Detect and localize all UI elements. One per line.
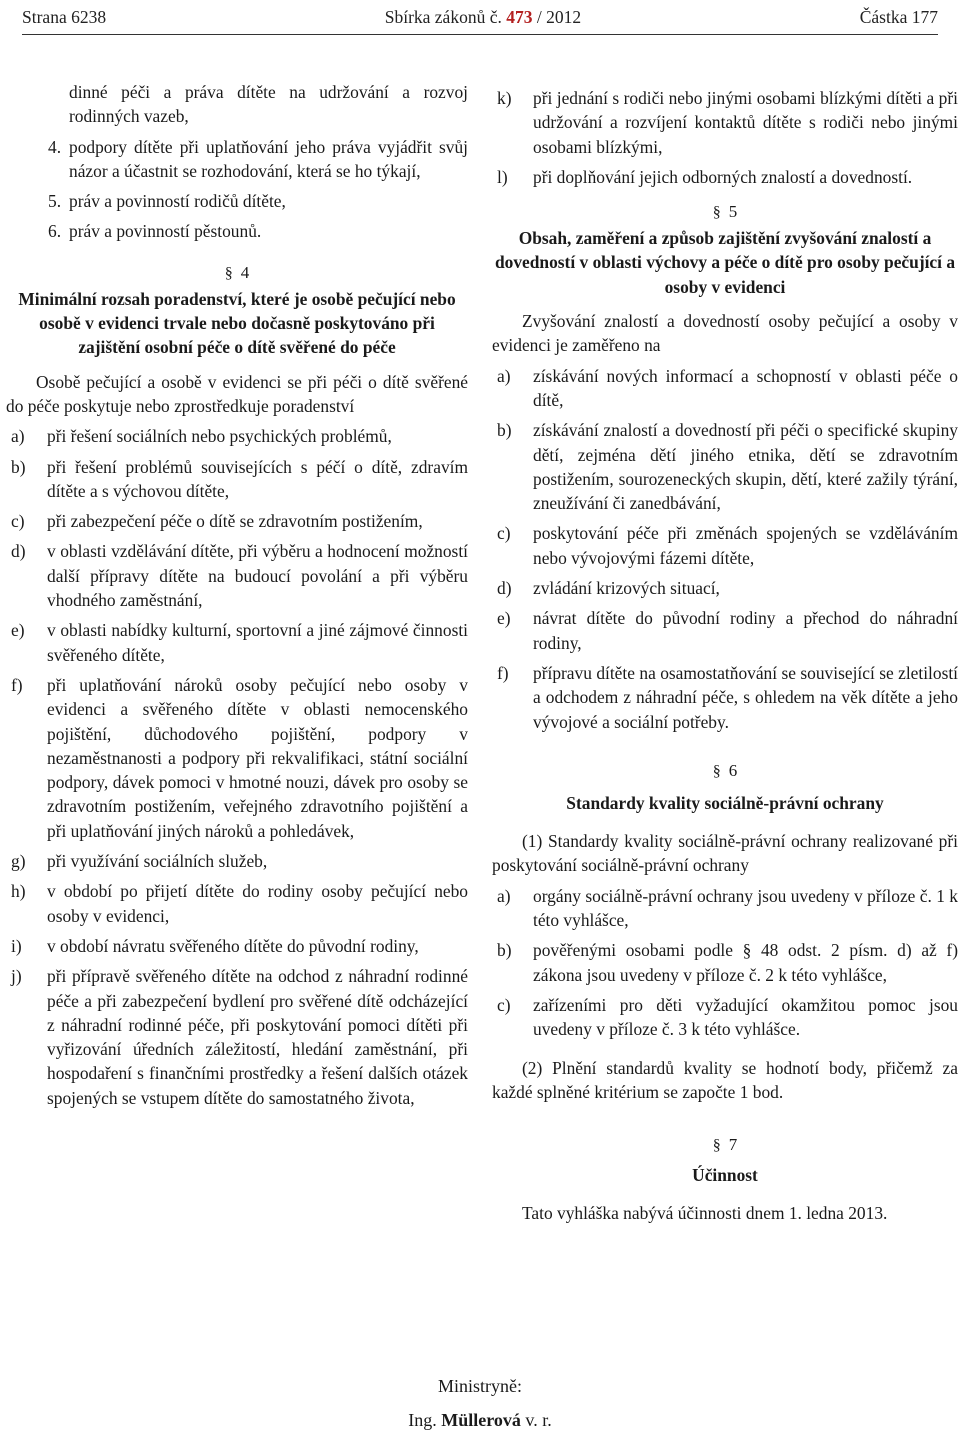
- item-text: při řešení sociálních nebo psychických problémů,: [47, 426, 392, 447]
- section-6-heading: [492, 760, 958, 783]
- collection-prefix: Sbírka zákonů č.: [384, 6, 507, 27]
- item-label: e): [11, 620, 25, 641]
- collection-number: 473: [506, 6, 533, 27]
- list-item: [6, 934, 468, 958]
- page-number: Strana 6238: [22, 6, 107, 27]
- list-item: [6, 455, 468, 504]
- item-text: získávání znalostí a dovedností při péči o specifické skupiny dětí, zejména dětí jiného etnika, dětí se zdravotním postižením, sourozeneckých skupin, dětí, které zažily týrání, zneužívání či zanedbávání,: [533, 420, 958, 514]
- item-label: a): [497, 885, 511, 906]
- section-symbol: §: [712, 1137, 721, 1155]
- section-symbol: §: [712, 762, 721, 780]
- section-5-title: Obsah, zaměření a způsob zajištění zvyšování znalostí a dovedností v oblasti výchovy a péče o dítě pro osoby pečující a osoby v evidenci: [494, 228, 956, 297]
- list-item: [6, 509, 468, 533]
- running-header: [22, 4, 938, 30]
- item-label: b): [497, 940, 512, 961]
- list-item: [492, 86, 958, 159]
- signature-prefix: Ing.: [408, 1410, 442, 1430]
- item-text: práv a povinností rodičů dítěte,: [69, 191, 286, 212]
- signature-role: Ministryně:: [438, 1376, 522, 1396]
- list-item: [492, 576, 958, 600]
- item-label: a): [497, 365, 511, 386]
- list-item: [6, 618, 468, 667]
- item-text: práv a povinností pěstounů.: [69, 221, 262, 242]
- section-4-intro: Osobě pečující a osobě v evidenci se při péči o dítě svěřené do péče poskytuje nebo zprostředkuje poradenství: [6, 371, 468, 416]
- section-7-title: Účinnost: [692, 1165, 758, 1186]
- item-text: v období návratu svěřeného dítěte do původní rodiny,: [47, 935, 419, 956]
- continuation-text: dinné péči a práva dítěte na udržování a rozvoj rodinných vazeb,: [69, 82, 468, 127]
- item-label: h): [11, 881, 26, 902]
- item-label: e): [497, 608, 511, 629]
- numbered-item: [6, 189, 468, 213]
- list-item: [492, 364, 958, 413]
- numbered-item: [6, 219, 468, 243]
- item-label: b): [11, 456, 26, 477]
- list-item: [492, 165, 958, 189]
- right-column: [492, 80, 958, 1226]
- item-text: při uplatňování nároků osoby pečující nebo osoby v evidenci a svěřeného dítěte v oblasti nemocenského pojištění, důchodového pojištění, podpory v nezaměstnanosti a podpory při rekvalifikaci, státní sociální podpory, dávek pomoci v hmotné nouzi, dávek pro osoby se zdravotním postižením, veřejného zdravotního pojištění a při uplatňování jiných nároků a pohledávek,: [47, 674, 468, 841]
- item-label: f): [11, 674, 23, 695]
- item-label: l): [497, 166, 508, 187]
- section-5-intro: Zvyšování znalostí a dovedností osoby pečující a osoby v evidenci je zaměřeno na: [492, 311, 958, 356]
- item-label: d): [11, 541, 26, 562]
- item-text: v oblasti vzdělávání dítěte, při výběru a hodnocení možností další přípravy dítěte na budoucí povolání a při výběru vhodného zaměstnání,: [47, 541, 468, 611]
- item-label: k): [497, 88, 512, 108]
- signature-suffix: v. r.: [520, 1410, 552, 1430]
- section-number: 5: [728, 202, 738, 222]
- item-text: poskytování péče při změnách spojených se vzděláváním nebo vývojovými fázemi dítěte,: [533, 523, 958, 568]
- item-text: při doplňování jejich odborných znalostí a dovedností.: [533, 166, 913, 187]
- item-text: pověřenými osobami podle § 48 odst. 2 písm. d) až f) zákona jsou uvedeny v příloze č. 2 k této vyhlášce,: [533, 940, 958, 985]
- list-item: [6, 849, 468, 873]
- item-label: f): [497, 662, 509, 683]
- section-6-para-1: (1) Standardy kvality sociálně-právní ochrany realizované při poskytování sociálně-právní ochrany: [492, 831, 958, 876]
- item-text: zařízeními pro děti vyžadující okamžitou pomoc jsou uvedeny v příloze č. 3 k této vyhlášce.: [533, 994, 958, 1040]
- section-4-title: Minimální rozsah poradenství, které je osobě pečující nebo osobě v evidenci trvale nebo dočasně poskytováno při zajištění osobní péče o dítě svěřené do péče: [18, 288, 456, 358]
- collection-label: [385, 7, 581, 28]
- item-label: j): [11, 966, 22, 987]
- list-item: [492, 938, 958, 987]
- section-4-heading: [6, 262, 468, 285]
- item-text: získávání nových informací a schopností v oblasti péče o dítě,: [533, 365, 958, 410]
- item-label: 4.: [48, 136, 62, 157]
- item-text: při zabezpečení péče o dítě se zdravotním postižením,: [47, 511, 423, 532]
- item-text: při využívání sociálních služeb,: [47, 851, 268, 872]
- list-item: [492, 661, 958, 734]
- list-item: [6, 964, 468, 1110]
- item-label: 5.: [48, 191, 62, 212]
- item-label: 6.: [48, 221, 62, 242]
- list-item: [492, 418, 958, 515]
- item-text: zvládání krizových situací,: [533, 578, 720, 599]
- section-4-list: [6, 424, 468, 1110]
- signature-name: [0, 1410, 960, 1431]
- signature-surname: Müllerová: [441, 1410, 521, 1430]
- item-text: při řešení problémů souvisejících s péčí o dítě, zdravím dítěte a s výchovou dítěte,: [47, 456, 468, 501]
- section-6-title: Standardy kvality sociálně-právní ochrany: [566, 792, 884, 813]
- section-number: 7: [728, 1135, 738, 1155]
- list-item: [6, 879, 468, 928]
- item-text: návrat dítěte do původní rodiny a přechod do náhradní rodiny,: [533, 608, 958, 653]
- item-text: při jednání s rodiči nebo jinými osobami blízkými dítěti a při udržování a rozvíjení kontaktů dítěte s rodiči nebo jinými osobami blízkými,: [533, 88, 958, 157]
- section-7-text: Tato vyhláška nabývá účinnosti dnem 1. ledna 2013.: [522, 1203, 888, 1224]
- list-item: [492, 884, 958, 933]
- left-column: [6, 80, 468, 1116]
- list-item: [492, 993, 958, 1042]
- collection-year: / 2012: [532, 6, 582, 27]
- item-text: orgány sociálně-právní ochrany jsou uvedeny v příloze č. 1 k této vyhlášce,: [533, 885, 958, 931]
- item-label: i): [11, 935, 22, 956]
- list-item: [6, 539, 468, 612]
- item-text: při přípravě svěřeného dítěte na odchod z náhradní rodinné péče a při zabezpečení bydlení pro svěřené dítě odcházející z náhradní rodinné péče, při poskytování pomoci dítěti při vyřizování úředních záležitostí, hledání zaměstnání, při hospodaření s finančními prostředky a řešení dalších otázek spojených se vstupem dítěte do samostatného života,: [47, 966, 468, 1108]
- item-label: a): [11, 426, 25, 447]
- list-item: [6, 424, 468, 448]
- section-7-heading: [492, 1134, 958, 1157]
- item-text: přípravu dítěte na osamostatňování se související se zletilostí a odchodem z náhradní péče, s ohledem na věk dítěte a jeho vývojové a sociální potřeby.: [533, 662, 958, 732]
- part-number: Částka 177: [859, 6, 938, 27]
- item-label: c): [11, 511, 25, 532]
- item-text: podpory dítěte při uplatňování jeho práva vyjádřit svůj názor a účastnit se rozhodování, která se ho týkají,: [69, 136, 468, 181]
- section-4-list-continued: [492, 86, 958, 189]
- section-5-list: [492, 364, 958, 734]
- numbered-item: [6, 135, 468, 184]
- item-label: d): [497, 578, 512, 599]
- item-label: c): [497, 523, 511, 544]
- list-item: [492, 521, 958, 570]
- item-text: v oblasti nabídky kulturní, sportovní a jiné zájmové činnosti svěřeného dítěte,: [47, 620, 468, 665]
- section-number: 4: [240, 262, 250, 282]
- section-6-para-2: (2) Plnění standardů kvality se hodnotí body, přičemž za každé splněné kritérium se započte 1 bod.: [492, 1057, 958, 1102]
- header-rule: [22, 34, 938, 35]
- section-number: 6: [728, 760, 738, 780]
- section-symbol: §: [224, 264, 233, 282]
- section-5-heading: [492, 201, 958, 224]
- section-symbol: §: [712, 204, 721, 222]
- item-label: g): [11, 851, 26, 872]
- list-item: [6, 673, 468, 843]
- item-text: v období po přijetí dítěte do rodiny osoby pečující nebo osoby v evidenci,: [47, 881, 468, 926]
- list-item: [492, 606, 958, 655]
- item-label: b): [497, 420, 512, 441]
- section-6-list: [492, 884, 958, 1042]
- item-label: c): [497, 994, 511, 1015]
